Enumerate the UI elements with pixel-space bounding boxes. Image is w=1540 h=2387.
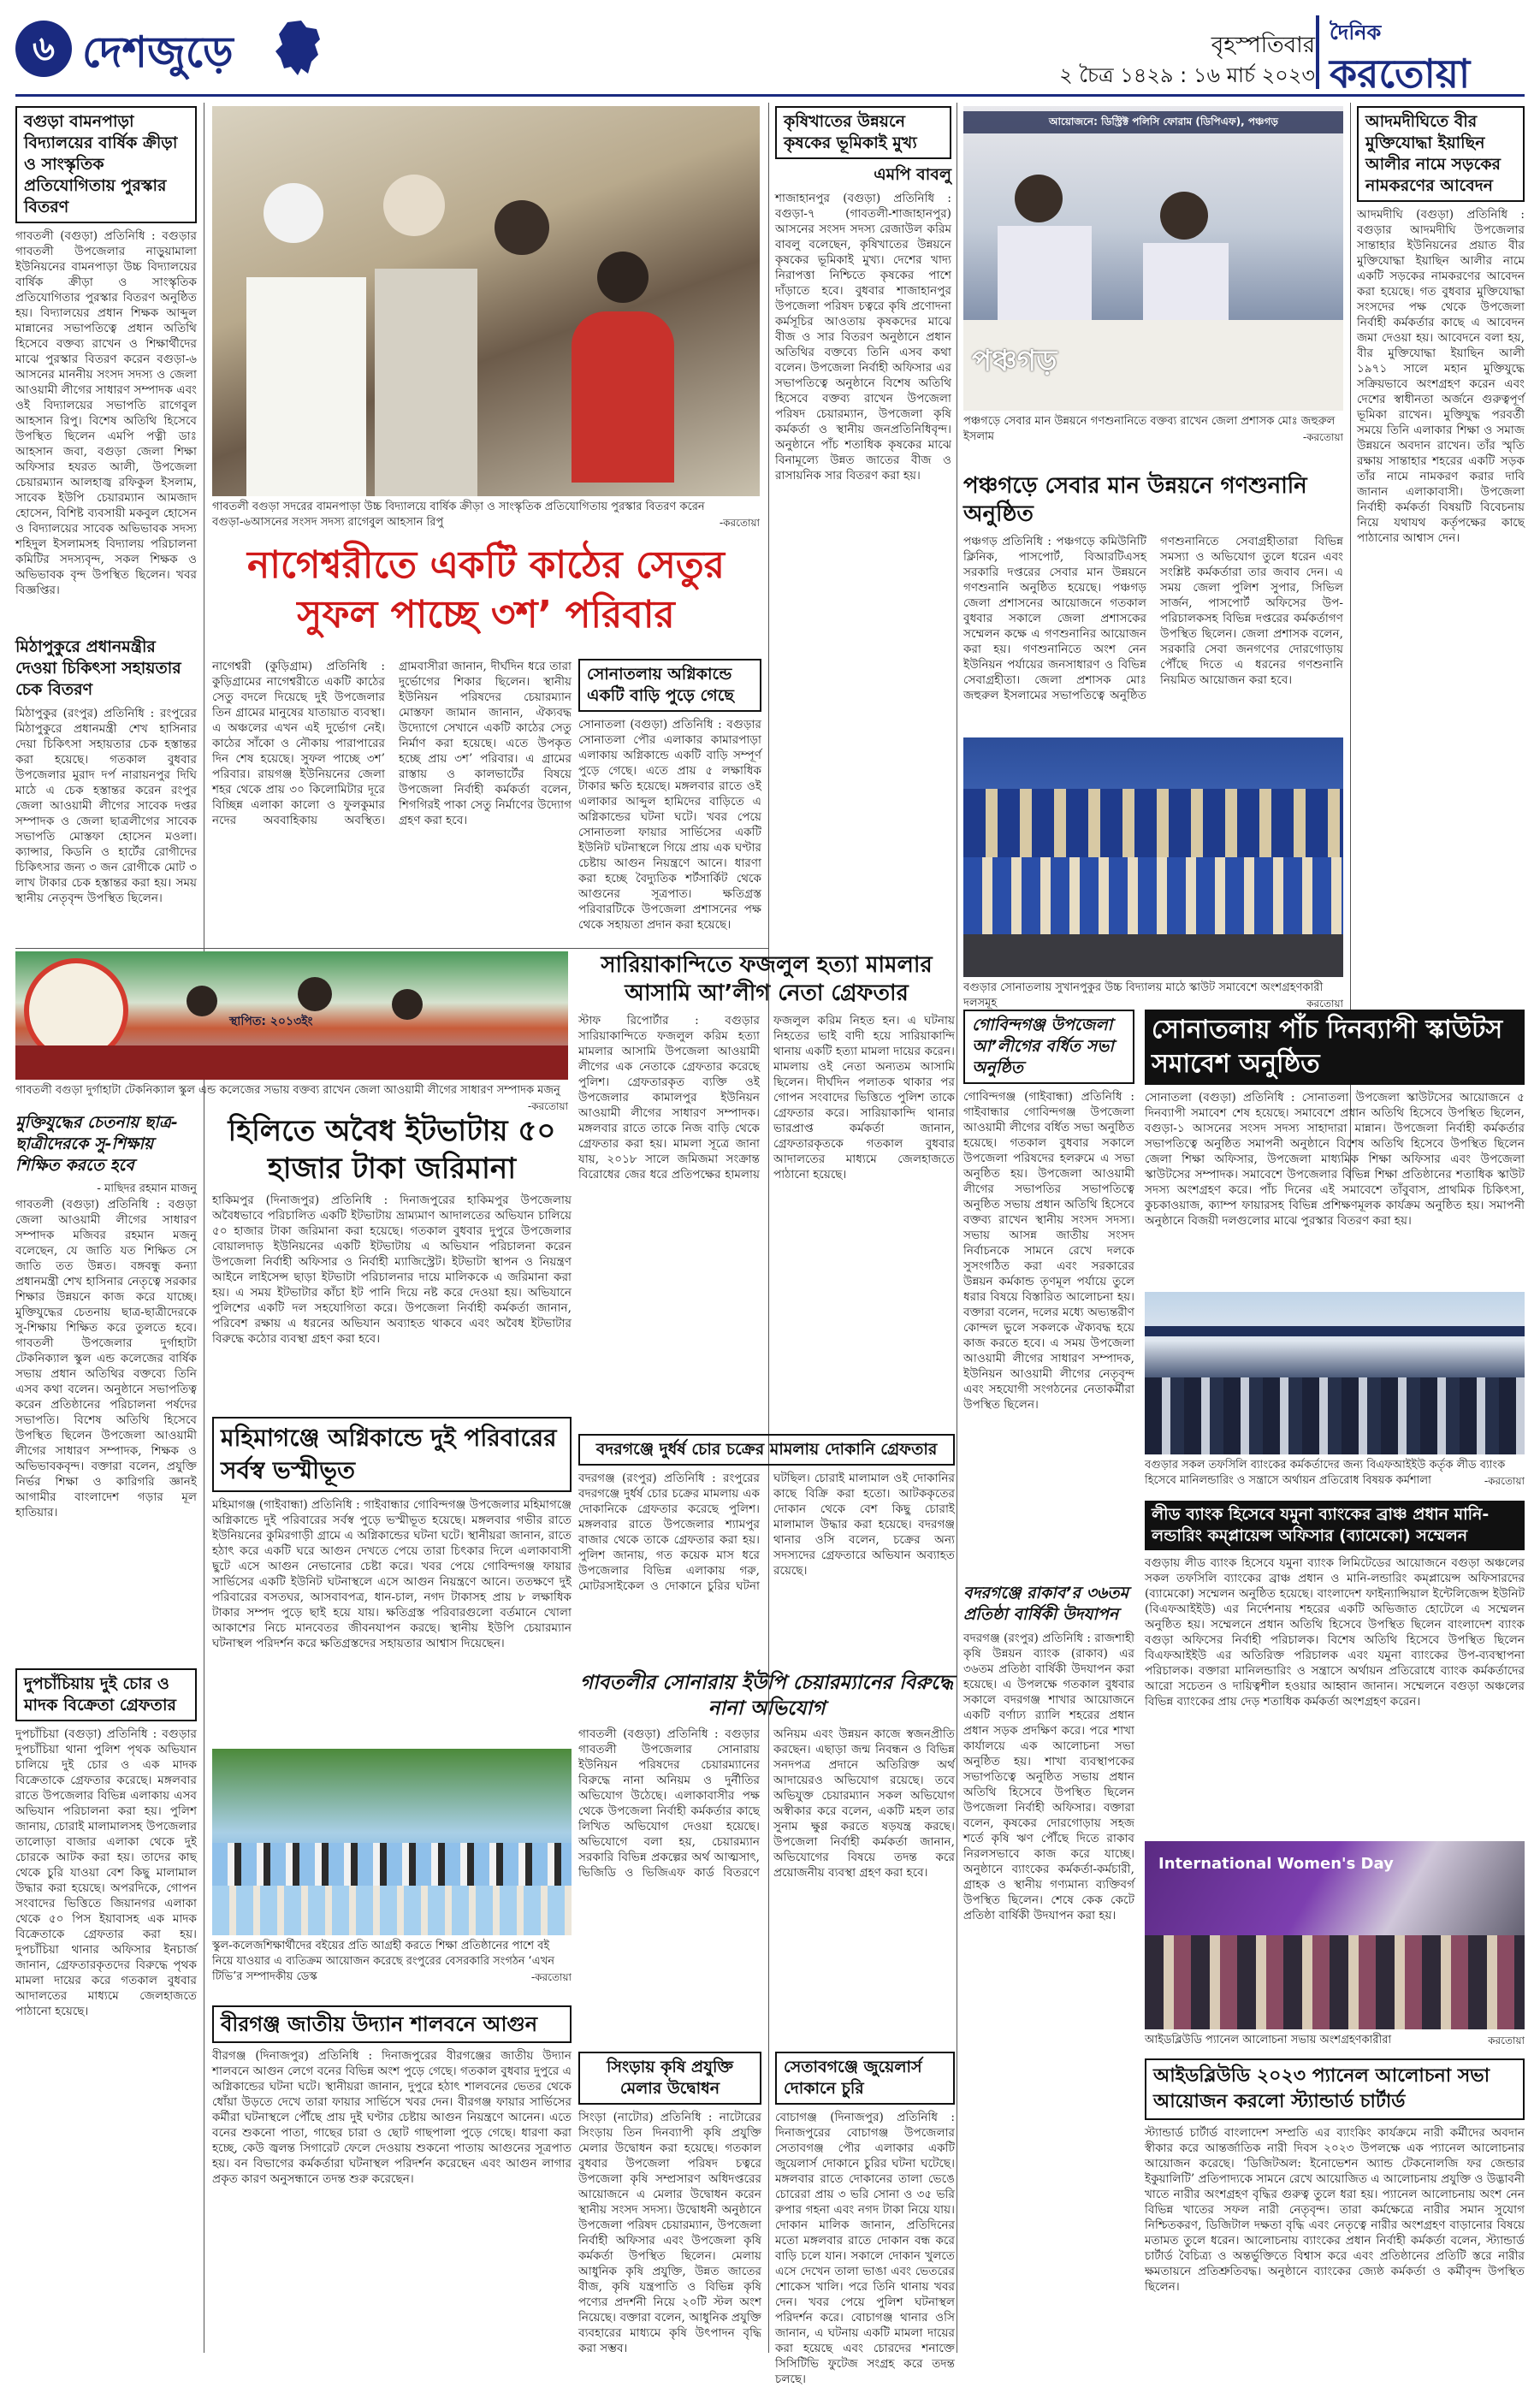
- article-body: দুপচাঁচিয়া (বগুড়া) প্রতিনিধি : বগুড়ার দুপচাঁচিয়া থানা পুলিশ পৃথক অভিযান চালিয়ে দুই চোর ও এক মাদক বিক্রেতাকে গ্রেফতার করেছে। মঙ্গলবার রাতে উপজেলার বিভিন্ন এলাকায় এসব অভিযান পরিচালনা করা হয়। পুলিশ জানায়, চোরাই মালামালসহ উপজেলার তালোড়া বাজার এলাকা থেকে দুই চোরকে আটক করা হয়। তাদের কাছ থেকে চুরি যাওয়া বেশ কিছু মালামাল উদ্ধার করা হয়েছে। অপরদিকে, গোপন সংবাদের ভিত্তিতে জিয়ানগর এলাকা থেকে ৫০ পিস ইয়াবাসহ এক মাদক বিক্রেতাকে গ্রেফতার করা হয়। দুপচাঁচিয়া থানার অফিসার ইনচার্জ জানান, গ্রেফতারকৃতদের বিরুদ্ধে পৃথক মামলা দায়ের করে গতকাল বুধবার আদালতের মাধ্যমে জেলহাজতে পাঠানো হয়েছে।: [15, 1727, 197, 2018]
- photo-college-caption-box: [15, 1080, 568, 1112]
- weekday: বৃহস্পতিবার: [1211, 33, 1315, 58]
- article-body: গোবিন্দগঞ্জ (গাইবান্ধা) প্রতিনিধি : গাইবান্ধার গোবিন্দগঞ্জ উপজেলা আওয়ামী লীগের বর্ধিত সভা অনুষ্ঠিত হয়েছে। গতকাল বুধবার সকালে উপজেলা পরিষদের হলরুমে এ সভা অনুষ্ঠিত হয়। উপজেলা আওয়ামী লীগের সভাপতির সভাপতিত্বে অনুষ্ঠিত সভায় প্রধান অতিথি হিসেবে বক্তব্য রাখেন স্থানীয় সংসদ সদস্য। সভায় আসন্ন জাতীয় সংসদ নির্বাচনকে সামনে রেখে দলকে সুসংগঠিত করা এবং সরকারের উন্নয়ন কর্মকান্ড তৃণমূল পর্যায়ে তুলে ধরার বিষয়ে বিস্তারিত আলোচনা হয়। বক্তারা বলেন, দলের মধ্যে অভ্যন্তরীণ কোন্দল ভুলে সকলকে ঐক্যবদ্ধ হয়ে কাজ করতে হবে। এ সময় উপজেলা আওয়ামী লীগের সাধারণ সম্পাদক, ইউনিয়ন আওয়ামী লীগের নেতৃবৃন্দ এবং সহযোগী সংগঠনের নেতাকর্মীরা উপস্থিত ছিলেন।: [963, 1090, 1134, 1412]
- article-sonatola-scouts: [1145, 1010, 1525, 1283]
- photo-caption: বগুড়ার সকল তফসিলি ব্যাংকের কর্মকর্তাদের জন্য বিএফআইইউ কর্তৃক লীড ব্যাংক হিসেবে মানিলন্ডারিং ও সন্ত্রাসে অর্থায়ন প্রতিরোধ বিষয়ক কর্মশালা -করতোয়া: [1145, 1459, 1525, 1487]
- photo-students-books-image: [212, 1749, 572, 1935]
- bangladesh-map-icon: [272, 19, 323, 79]
- headline: গাবতলীর সোনারায় ইউপি চেয়ারম্যানের বিরুদ্ধে নানা অভিযোগ: [579, 1672, 954, 1720]
- photo-bank-conference-image: [1145, 1292, 1525, 1454]
- photo-iwd-panel: [1145, 1841, 1525, 2055]
- photo-prize-giving: [212, 106, 760, 534]
- article-gobindaganj-meeting: [963, 1010, 1134, 1574]
- headline: সিংড়ায় কৃষি প্রযুক্তি মেলার উদ্বোধন: [578, 2052, 761, 2105]
- article-singra-fair: [578, 2052, 761, 2355]
- article-mithapukur-cheque: [15, 637, 197, 945]
- logo-big-text: করতোয়া: [1330, 50, 1471, 97]
- article-badarganj-arrest: [578, 1434, 955, 1665]
- headline: লীড ব্যাংক হিসেবে যমুনা ব্যাংকের ব্রাঞ্চ প্রধান মানি-লন্ডারিং কম্প্লায়েন্স অফিসার (ব্যামেকো) সম্মেলন: [1145, 1501, 1525, 1550]
- headline: সোনাতলায় অগ্নিকান্ডে একটি বাড়ি পুড়ে গেছে: [578, 659, 761, 712]
- headline: গোবিন্দগঞ্জ উপজেলা আ’লীগের বর্ধিত সভা অনুষ্ঠিত: [963, 1010, 1134, 1084]
- photo-caption: বগুড়ার সোনাতলায় সুখানপুকুর উচ্চ বিদ্যালয় মাঠে স্কাউট সমাবেশে অংশগ্রহণকারী দলসমূহ করতোয়া: [963, 981, 1343, 1010]
- logo-small-text: দৈনিক: [1330, 21, 1382, 44]
- photo-caption: আইডব্লিউডি প্যানেল আলোচনা সভায় অংশগ্রহণকারীরা করতোয়া: [1145, 2034, 1525, 2046]
- headline: আদমদীঘিতে বীর মুক্তিযোদ্ধা ইয়াছিন আলীর নামে সড়কের নামকরণের আবেদন: [1357, 106, 1525, 202]
- headline: সেতাবগঞ্জে জুয়েলার্স দোকানে চুরি: [775, 2052, 955, 2105]
- photo-scouts-image: [963, 737, 1343, 977]
- article-body: স্ট্যান্ডার্ড চার্টার্ড বাংলাদেশ সম্প্রতি এর ব্যাংকিং কার্যক্রমে নারী কর্মীদের অবদান স্বীকার করে আন্তর্জাতিক নারী দিবস ২০২৩ উপলক্ষে এক প্যানেল আলোচনার আয়োজন করেছে। ‘ডিজিটঅল: ইনোভেশন অ্যান্ড টেকনোলজি ফর জেন্ডার ইকুয়ালিটি’ প্রতিপাদ্যকে সামনে রেখে আয়োজিত এ আলোচনায় প্রযুক্তি ও উদ্ভাবনী খাতে নারীর অংশগ্রহণ বৃদ্ধির গুরুত্ব তুলে ধরা হয়। প্যানেল আলোচনায় অংশ নেন বিভিন্ন খাতের সফল নারী নেতৃবৃন্দ। তারা কর্মক্ষেত্রে নারীর সমান সুযোগ নিশ্চিতকরণ, ডিজিটাল দক্ষতা বৃদ্ধি এবং নেতৃত্বে নারীর অংশগ্রহণ বাড়ানোর বিষয়ে মতামত তুলে ধরেন। আলোচনায় ব্যাংকের প্রধান নির্বাহী কর্মকর্তা বলেন, স্ট্যান্ডার্ড চার্টার্ড বৈচিত্র্য ও অন্তর্ভুক্তিতে বিশ্বাস করে এবং প্রতিষ্ঠানের প্রতিটি স্তরে নারীর ক্ষমতায়নে প্রতিশ্রুতিবদ্ধ। অনুষ্ঠানে ব্যাংকের জ্যেষ্ঠ কর্মকর্তা ও কর্মীবৃন্দ উপস্থিত ছিলেন।: [1145, 2126, 1525, 2294]
- headline: বগুড়া বামনপাড়া বিদ্যালয়ের বার্ষিক ক্রীড়া ও সাংস্কৃতিক প্রতিযোগিতায় পুরস্কার বিতরণ: [15, 106, 197, 223]
- divider: [15, 948, 768, 949]
- photo-students-books: [212, 1749, 572, 1997]
- photo-scouts: [963, 737, 1343, 1010]
- photo-bank-conference: [1145, 1292, 1525, 1497]
- article-body: বদরগঞ্জ (রংপুর) প্রতিনিধি : রংপুরের বদরগঞ্জে দুর্ধর্ষ চোর চক্রের মামলায় এক দোকানিকে গ্রেফতার করেছে পুলিশ। মঙ্গলবার রাতে উপজেলার শ্যামপুর বাজার থেকে তাকে গ্রেফতার করা হয়। পুলিশ জানায়, গত কয়েক মাস ধরে উপজেলার বিভিন্ন এলাকায় গরু, মোটরসাইকেল ও দোকানে চুরির ঘটনা ঘটছিল। চোরাই মালামাল ওই দোকানির কাছে বিক্রি করা হতো। আটককৃতের দোকান থেকে বেশ কিছু চোরাই মালামাল উদ্ধার করা হয়েছে। বদরগঞ্জ থানার ওসি বলেন, চক্রের অন্য সদস্যদের গ্রেফতারে অভিযান অব্যাহত রয়েছে।: [578, 1472, 955, 1593]
- article-sariakandi-arrest: [578, 951, 955, 1430]
- article-body: আদমদীঘি (বগুড়া) প্রতিনিধি : বগুড়ার আদমদীঘি উপজেলার সান্তাহার ইউনিয়নের প্রয়াত বীর মুক্তিযোদ্ধা ইয়াছিন আলীর নামে একটি সড়কের নামকরণের আবেদন করা হয়েছে। গত বুধবার মুক্তিযোদ্ধা সংসদের পক্ষ থেকে উপজেলা নির্বাহী কর্মকর্তার কাছে এ আবেদন জমা দেওয়া হয়। আবেদনে বলা হয়, বীর মুক্তিযোদ্ধা ইয়াছিন আলী ১৯৭১ সালে মহান মুক্তিযুদ্ধে সক্রিয়ভাবে অংশগ্রহণ করেন এবং দেশের স্বাধীনতা অর্জনে গুরুত্বপূর্ণ ভূমিকা রাখেন। মুক্তিযুদ্ধ পরবর্তী সময়ে তিনি এলাকার শিক্ষা ও সমাজ উন্নয়নে অবদান রাখেন। তাঁর স্মৃতি রক্ষায় সান্তাহার শহরের একটি সড়ক তাঁর নামে নামকরণ করার দাবি জানান এলাকাবাসী। উপজেলা নির্বাহী কর্মকর্তা বিষয়টি বিবেচনায় নিয়ে যথাযথ কর্তৃপক্ষের কাছে পাঠানোর আশ্বাস দেন।: [1357, 208, 1525, 545]
- article-mohimaganj-fire: [212, 1417, 572, 1742]
- article-body: গাবতলী (বগুড়া) প্রতিনিধি : বগুড়ার গাবতলী উপজেলার সোনারায় ইউনিয়ন পরিষদের চেয়ারম্যানের বিরুদ্ধে নানা অনিয়ম ও দুর্নীতির অভিযোগ উঠেছে। এলাকাবাসীর পক্ষ থেকে উপজেলা নির্বাহী কর্মকর্তার কাছে লিখিত অভিযোগ দেওয়া হয়েছে। অভিযোগে বলা হয়, চেয়ারম্যান সরকারি বিভিন্ন প্রকল্পের অর্থ আত্মসাৎ, ভিজিডি ও ভিজিএফ কার্ড বিতরণে অনিয়ম এবং উন্নয়ন কাজে স্বজনপ্রীতি করছেন। এছাড়া জন্ম নিবন্ধন ও বিভিন্ন সনদপত্র প্রদানে অতিরিক্ত অর্থ আদায়েরও অভিযোগ রয়েছে। তবে অভিযুক্ত চেয়ারম্যান সকল অভিযোগ অস্বীকার করে বলেন, একটি মহল তার সুনাম ক্ষুণ্ণ করতে ষড়যন্ত্র করছে। উপজেলা নির্বাহী কর্মকর্তা জানান, অভিযোগের বিষয়ে তদন্ত করে প্রয়োজনীয় ব্যবস্থা গ্রহণ করা হবে।: [578, 1727, 955, 1880]
- headline: কৃষিখাতের উন্নয়নে কৃষকের ভূমিকাই মুখ্য: [775, 106, 951, 159]
- masthead: [15, 15, 1525, 97]
- section-name: দেশজুড়ে: [82, 27, 234, 77]
- article-setabganj-theft: [775, 2052, 955, 2386]
- article-body: স্টাফ রিপোর্টার : বগুড়ার সারিয়াকান্দিতে ফজলুল করিম হত্যা মামলার আসামি উপজেলা আওয়ামী লীগের এক নেতাকে গ্রেফতার করেছে পুলিশ। গ্রেফতারকৃত ব্যক্তি ওই উপজেলার কামালপুর ইউনিয়ন আওয়ামী লীগের সাধারণ সম্পাদক। মঙ্গলবার রাতে তাকে নিজ বাড়ি থেকে গ্রেফতার করা হয়। মামলা সূত্রে জানা যায়, ২০১৮ সালে জমিজমা সংক্রান্ত বিরোধের জের ধরে প্রতিপক্ষের হামলায় ফজলুল করিম নিহত হন। এ ঘটনায় নিহতের ভাই বাদী হয়ে সারিয়াকান্দি থানায় একটি হত্যা মামলা দায়ের করেন। মামলায় ওই নেতা অন্যতম আসামি ছিলেন। দীর্ঘদিন পলাতক থাকার পর গোপন সংবাদের ভিত্তিতে পুলিশ তাকে গ্রেফতার করে। সারিয়াকান্দি থানার ভারপ্রাপ্ত কর্মকর্তা জানান, গ্রেফতারকৃতকে গতকাল বুধবার আদালতের মাধ্যমে জেলহাজতে পাঠানো হয়েছে।: [578, 1014, 955, 1182]
- article-body: গাবতলী (বগুড়া) প্রতিনিধি : বগুড়ার গাবতলী উপজেলার নাড়ুয়ামালা ইউনিয়নের বামনপাড়া উচ্চ বিদ্যালয়ের বার্ষিক ক্রীড়া ও সাংস্কৃতিক প্রতিযোগিতার পুরস্কার বিতরণ অনুষ্ঠিত হয়। বিদ্যালয়ের প্রধান শিক্ষক আব্দুল মান্নানের সভাপতিত্বে প্রধান অতিথি হিসেবে বক্তব্য রাখেন ও শিক্ষার্থীদের মাঝে পুরস্কার বিতরণ করেন বগুড়া-৬ আসনের মাননীয় সংসদ সদস্য ও জেলা আওয়ামী লীগের সাধারণ সম্পাদক এবং ওই বিদ্যালয়ের সভাপতি রাগেবুল আহসান রিপু। বিশেষ অতিথি হিসেবে উপস্থিত ছিলেন এমপি পত্নী ডাঃ আহসান জবা, বগুড়া জেলা শিক্ষা অফিসার হযরত আলী, উপজেলা চেয়ারম্যান আলহাজ্ব রফিকুল ইসলাম, সাবেক ইউপি চেয়ারম্যান আমজাদ হোসেন, বিশিষ্ট ব্যবসায়ী মকবুল হোসেন ও বিদ্যালয়ের সাবেক অভিভাবক সদস্য শহিদুল ইসলামসহ বিদ্যালয় পরিচালনা কমিটির সদস্যবৃন্দ, সকল শিক্ষক ও অভিভাবক বৃন্দ উপস্থিত ছিলেন। খবর বিজ্ঞপ্তির।: [15, 229, 197, 597]
- subhead: এমপি বাবলু: [874, 165, 951, 184]
- headline: মহিমাগঞ্জে অগ্নিকান্ডে দুই পরিবারের সর্বস্ব ভস্মীভূত: [212, 1417, 572, 1492]
- article-rakub-anniversary: [963, 1583, 1134, 2011]
- photo-college-meeting-image: [15, 951, 568, 1080]
- article-sonatola-fire: [578, 659, 761, 950]
- article-panchagarh-hearing: [963, 472, 1343, 729]
- headline: নাগেশ্বরীতে একটি কাঠের সেতুর সুফল পাচ্ছে ৩শ’ পরিবার: [247, 543, 725, 637]
- article-body: মিঠাপুকুর (রংপুর) প্রতিনিধি : রংপুরের মিঠাপুকুরে প্রধানমন্ত্রী শেখ হাসিনার দেয়া চিকিৎসা সহায়তার চেক হস্তান্তর করা হয়েছে। গতকাল বুধবার উপজেলার মুরাদ দর্প নারায়নপুর দিঘি মাঠে এ চেক হস্তান্তর করেন রংপুর জেলা আওয়ামী লীগের সাবেক দপ্তর সম্পাদক ও জেলা ছাত্রলীগের সাবেক সভাপতি মোস্তফা হোসেন মওলা। ক্যান্সার, কিডনি ও হার্টের রোগীদের চিকিৎসার জন্য ৩ জন রোগীকে মোট ৩ লাখ টাকার চেক হস্তান্তর করা হয়। সময় স্থানীয় নেতৃবৃন্দ উপস্থিত ছিলেন।: [15, 707, 197, 905]
- byline: - মাছিদর রহমান মাজনু: [97, 1182, 197, 1195]
- date: ২ চৈত্র ১৪২৯ : ১৬ মার্চ ২০২৩: [1059, 63, 1315, 87]
- photo-caption: স্কুল-কলেজশিক্ষার্থীদের বইয়ের প্রতি আগ্রহী করতে শিক্ষা প্রতিষ্ঠানের পাশে বই নিয়ে যাওয়ার এ ব্যতিক্রম আয়োজন করেছে রংপুরের বেসরকারি সংগঠন ‘এখন টিভি’র সম্পাদকীয় ডেস্ক -করতোয়া: [212, 1940, 572, 1983]
- article-body: মহিমাগঞ্জ (গাইবান্ধা) প্রতিনিধি : গাইবান্ধার গোবিন্দগঞ্জ উপজেলার মহিমাগঞ্জে অগ্নিকান্ডে দুই পরিবারের সর্বস্ব পুড়ে ভস্মীভূত হয়েছে। মঙ্গলবার গভীর রাতে ইউনিয়নের কুমিরগাড়ী গ্রামে এ অগ্নিকান্ডের ঘটনা ঘটে। স্থানীয়রা জানান, রাতে হঠাৎ করে একটি ঘরে আগুন দেখতে পেয়ে তারা চিৎকার দিলে এলাকাবাসী ছুটে এসে আগুন নেভানোর চেষ্টা করে। খবর পেয়ে গোবিন্দগঞ্জ ফায়ার সার্ভিসের একটি ইউনিট ঘটনাস্থলে এসে আগুন নিয়ন্ত্রণে আনে। ততক্ষণে দুই পরিবারের বসতঘর, আসবাবপত্র, ধান-চাল, নগদ টাকাসহ প্রায় ৮ লক্ষাধিক টাকার সম্পদ পুড়ে ছাই হয়ে যায়। ক্ষতিগ্রস্ত পরিবারগুলো বর্তমানে খোলা আকাশের নিচে মানবেতর জীবনযাপন করছে। স্থানীয় ইউপি চেয়ারম্যান ঘটনাস্থল পরিদর্শন করে ক্ষতিগ্রস্তদের সহায়তার আশ্বাস দিয়েছেন।: [212, 1498, 572, 1650]
- headline: সারিয়াকান্দিতে ফজলুল হত্যা মামলার আসামি আ’লীগ নেতা গ্রেফতার: [601, 952, 933, 1006]
- photo-caption: গাবতলী বগুড়া দুর্গাহাটা টেকনিক্যাল স্কুল এন্ড কলেজের সভায় বক্তব্য রাখেন জেলা আওয়ামী লীগের সাধারণ সম্পাদক মজনু -করতোয়া: [15, 1084, 568, 1112]
- article-adamdighi: [1357, 106, 1525, 1004]
- article-body: পঞ্চগড় প্রতিনিধি : পঞ্চগড়ে কমিউনিটি ক্লিনিক, পাসপোর্ট, বিআরটিএসহ সরকারি দপ্তরের সেবার মান উন্নয়নে গণশুনানি অনুষ্ঠিত হয়েছে। পঞ্চগড় জেলা প্রশাসনের আয়োজনে গতকাল বুধবার সকালে জেলা প্রশাসকের সম্মেলন কক্ষে এ গণশুনানির আয়োজন করা হয়। গণশুনানিতে অংশ নেন ইউনিয়ন পর্যায়ের জনসাধারণ ও বিভিন্ন সেবাগ্রহীতা। জেলা প্রশাসক মোঃ জহুরুল ইসলামের সভাপতিত্বে অনুষ্ঠিত গণশুনানিতে সেবাগ্রহীতারা বিভিন্ন সমস্যা ও অভিযোগ তুলে ধরেন এবং সংশ্লিষ্ট কর্মকর্তারা তার জবাব দেন। এ সময় জেলা পুলিশ সুপার, সিভিল সার্জন, পাসপোর্ট অফিসের উপ-পরিচালকসহ বিভিন্ন দপ্তরের কর্মকর্তাগণ উপস্থিত ছিলেন। জেলা প্রশাসক বলেন, সরকারি সেবা জনগণের দোরগোড়ায় পৌঁছে দিতে এ ধরনের গণশুনানি নিয়মিত আয়োজন করা হবে।: [963, 535, 1343, 702]
- photo-banner-text: স্থাপিত: ২০১৩ইং: [229, 1015, 313, 1028]
- article-iwd-standard-chartered: [1145, 2058, 1525, 2344]
- headline: হিলিতে অবৈধ ইটভাটায় ৫০ হাজার টাকা জরিমানা: [228, 1114, 556, 1186]
- article-body: সোনাতলা (বগুড়া) প্রতিনিধি : সোনাতলা উপজেলা স্কাউটসের আয়োজনে ৫ দিনব্যাপী সমাবেশ শেষ হয়েছে। সমাবেশে প্রধান অতিথি হিসেবে উপস্থিত ছিলেন, বগুড়া-১ আসনের সংসদ সদস্য সাহাদারা মান্নান। উপজেলা নির্বাহী কর্মকর্তার সভাপতিত্বে অনুষ্ঠিত সমাপনী অনুষ্ঠানে বিশেষ অতিথি হিসেবে উপস্থিত ছিলেন জেলা শিক্ষা অফিসার, উপজেলা মাধ্যমিক শিক্ষা অফিসার এবং উপজেলা স্কাউটসের সম্পাদক। সমাবেশে উপজেলার বিভিন্ন শিক্ষা প্রতিষ্ঠানের শতাধিক স্কাউট সদস্য অংশগ্রহণ করে। পাঁচ দিনের এই সমাবেশে তাঁবুবাস, প্রাথমিক চিকিৎসা, কুচকাওয়াজ, ক্যাম্প ফায়ারসহ বিভিন্ন প্রশিক্ষণমূলক কার্যক্রম অনুষ্ঠিত হয়। সমাপনী অনুষ্ঠানে বিজয়ী দলগুলোর মাঝে পুরস্কার বিতরণ করা হয়।: [1145, 1091, 1525, 1228]
- photo-caption: পঞ্চগড়ে সেবার মান উন্নয়নে গণশুনানিতে বক্তব্য রাখেন জেলা প্রশাসক মোঃ জহুরুল ইসলাম -করতোয়া: [963, 415, 1343, 443]
- article-dupchanchia-arrest: [15, 1668, 197, 2344]
- article-body: নাগেশ্বরী (কুড়িগ্রাম) প্রতিনিধি : কুড়িগ্রামের নাগেশ্বরীতে একটি কাঠের সেতু বদলে দিয়েছে দুই উপজেলার তিন গ্রামের মানুষের যাতায়াত ব্যবস্থা। এ অঞ্চলের এখন এই দুর্ভোগ নেই। কাঠের সাঁকো ও নৌকায় পারাপারের দিন শেষ হয়েছে। সুফল পাচ্ছে ৩শ’ পরিবার। রায়গঞ্জ ইউনিয়নের জেলা শহর থেকে প্রায় ৩০ কিলোমিটার দূরে বিচ্ছিন্ন এলাকা কালো ও ফুলকুমার নদের অববাহিকায় অবস্থিত। গ্রামবাসীরা জানান, দীর্ঘদিন ধরে তারা দুর্ভোগের শিকার ছিলেন। স্থানীয় ইউনিয়ন পরিষদের চেয়ারম্যান মোস্তফা জামান জানান, ঐক্যবদ্ধ উদ্যোগে সেখানে একটি কাঠের সেতু নির্মাণ করা হয়েছে। এতে উপকৃত হচ্ছে প্রায় ৩শ’ পরিবার। এ গ্রামের রাস্তায় ও কালভার্টের বিষয়ে উপজেলা নির্বাহী কর্মকর্তা বলেন, শিগগিরই পাকা সেতু নির্মাণের উদ্যোগ গ্রহণ করা হবে।: [212, 660, 572, 827]
- page-number: ৬: [15, 21, 72, 77]
- article-body: গাবতলী (বগুড়া) প্রতিনিধি : বগুড়া জেলা আওয়ামী লীগের সাধারণ সম্পাদক মজিবর রহমান মজনু বলেছেন, যে জাতি যত শিক্ষিত সে জাতি তত উন্নত। বঙ্গবন্ধু কন্যা প্রধানমন্ত্রী শেখ হাসিনার নেতৃত্বে সরকার শিক্ষার উন্নয়নে কাজ করে যাচ্ছে। মুক্তিযুদ্ধের চেতনায় ছাত্র-ছাত্রীদেরকে সু-শিক্ষায় শিক্ষিত করে তুলতে হবে। গাবতলী উপজেলার দুর্গাহাটা টেকনিক্যাল স্কুল এন্ড কলেজের বার্ষিক সভায় প্রধান অতিথির বক্তব্যে তিনি এসব কথা বলেন। অনুষ্ঠানে সভাপতিত্ব করেন প্রতিষ্ঠানের পরিচালনা পর্ষদের সভাপতি। বিশেষ অতিথি হিসেবে উপস্থিত ছিলেন উপজেলা আওয়ামী লীগের সাধারণ সম্পাদক, শিক্ষক ও অভিভাবকবৃন্দ। বক্তারা বলেন, প্রযুক্তি নির্ভর শিক্ষা ও কারিগরি জ্ঞানই আগামীর বাংলাদেশ গড়ার মূল হাতিয়ার।: [15, 1198, 197, 1519]
- headline: মিঠাপুকুরে প্রধানমন্ত্রীর দেওয়া চিকিৎসা সহায়তার চেক বিতরণ: [15, 637, 181, 699]
- newspaper-logo: [1316, 15, 1525, 97]
- article-body: বোচাগঞ্জ (দিনাজপুর) প্রতিনিধি : দিনাজপুরের বোচাগঞ্জ উপজেলার সেতাবগঞ্জ পৌর এলাকার একটি জুয়েলার্স দোকানে চুরির ঘটনা ঘটেছে। মঙ্গলবার রাতে দোকানের তালা ভেঙে চোরেরা প্রায় ৩ ভরি সোনা ও ৩৫ ভরি রুপার গহনা এবং নগদ টাকা নিয়ে যায়। দোকান মালিক জানান, প্রতিদিনের মতো মঙ্গলবার রাতে দোকান বন্ধ করে বাড়ি চলে যান। সকালে দোকান খুলতে এসে দেখেন তালা ভাঙা এবং ভেতরের শোকেস খালি। পরে তিনি থানায় খবর দেন। খবর পেয়ে পুলিশ ঘটনাস্থল পরিদর্শন করে। বোচাগঞ্জ থানার ওসি জানান, এ ঘটনায় একটি মামলা দায়ের করা হয়েছে এবং চোরদের শনাক্তে সিসিটিভি ফুটেজ সংগ্রহ করে তদন্ত চলছে।: [775, 2111, 955, 2386]
- photo-panchagarh-image: [963, 106, 1343, 411]
- article-body: হাকিমপুর (দিনাজপুর) প্রতিনিধি : দিনাজপুরের হাকিমপুর উপজেলায় অবৈধভাবে পরিচালিত একটি ইটভাটায় ভ্রাম্যমাণ আদালতের অভিযান চালিয়ে ৫০ হাজার টাকা জরিমানা করা হয়েছে। গতকাল বুধবার দুপুরে উপজেলার বোয়ালদাড় ইউনিয়নের একটি ইটভাটায় এ অভিযান পরিচালনা করেন উপজেলা নির্বাহী অফিসার ও নির্বাহী ম্যাজিস্ট্রেট। ইটভাটা স্থাপন ও নিয়ন্ত্রণ আইনে লাইসেন্স ছাড়া ইটভাটা পরিচালনার দায়ে মালিককে এ জরিমানা করা হয়। এ সময় ইটভাটার কাঁচা ইট পানি দিয়ে নষ্ট করে দেওয়া হয়। অভিযানে পুলিশের একটি দল সহযোগিতা করে। উপজেলা নির্বাহী কর্মকর্তা জানান, পরিবেশ রক্ষায় এ ধরনের অভিযান অব্যাহত থাকবে এবং অবৈধ ইটভাটার বিরুদ্ধে কঠোর ব্যবস্থা গ্রহণ করা হবে।: [212, 1194, 572, 1346]
- article-sonaray-chairman: [578, 1670, 955, 2046]
- photo-prize-giving-image: [212, 106, 760, 496]
- photo-place-text: পঞ্চগড়: [972, 344, 1057, 378]
- article-jamuna-bank: [1145, 1501, 1525, 1834]
- article-hili-fine: [212, 1112, 572, 1412]
- headline: সোনাতলায় পাঁচ দিনব্যাপী স্কাউটস সমাবেশ অনুষ্ঠিত: [1145, 1010, 1525, 1085]
- subhead: মুক্তিযুদ্ধের চেতনায় ছাত্র-ছাত্রীদেরকে সু-শিক্ষায় শিক্ষিত করতে হবে: [15, 1113, 178, 1175]
- article-nageshwari-bridge: [212, 659, 572, 950]
- photo-banner-text: International Women's Day: [1158, 1855, 1394, 1873]
- article-body: সোনাতলা (বগুড়া) প্রতিনিধি : বগুড়ার সোনাতলা পৌর এলাকার কামারপাড়া এলাকায় অগ্নিকান্ডে একটি বাড়ি সম্পূর্ণ পুড়ে গেছে। এতে প্রায় ৫ লক্ষাধিক টাকার ক্ষতি হয়েছে। মঙ্গলবার রাতে ওই এলাকার আব্দুল হামিদের বাড়িতে এ অগ্নিকান্ডের ঘটনা ঘটে। খবর পেয়ে সোনাতলা ফায়ার সার্ভিসের একটি ইউনিট ঘটনাস্থলে গিয়ে প্রায় এক ঘণ্টার চেষ্টায় আগুন নিয়ন্ত্রণে আনে। ধারণা করা হচ্ছে বৈদ্যুতিক শর্টসার্কিট থেকে আগুনের সূত্রপাত। ক্ষতিগ্রস্ত পরিবারটিকে উপজেলা প্রশাসনের পক্ষ থেকে সহায়তা প্রদান করা হয়েছে।: [578, 718, 761, 932]
- headline: বীরগঞ্জ জাতীয় উদ্যান শালবনে আগুন: [212, 2005, 572, 2043]
- photo-caption: গাবতলী বগুড়া সদরের বামনপাড়া উচ্চ বিদ্যালয়ে বার্ষিক ক্রীড়া ও সাংস্কৃতিক প্রতিযোগিতায় পুরস্কার বিতরণ করেন বগুড়া-৬আসনের সংসদ সদস্য রাগেবুল আহসান রিপু -করতোয়া: [212, 500, 760, 529]
- article-krishi: [775, 106, 951, 1004]
- headline: বদরগঞ্জে রাকাব’র ৩৬তম প্রতিষ্ঠা বার্ষিকী উদযাপন: [963, 1584, 1129, 1624]
- article-body: বদরগঞ্জ (রংপুর) প্রতিনিধি : রাজশাহী কৃষি উন্নয়ন ব্যাংক (রাকাব) এর ৩৬তম প্রতিষ্ঠা বার্ষিকী উদযাপন করা হয়েছে। এ উপলক্ষে গতকাল বুধবার সকালে বদরগঞ্জ শাখার আয়োজনে একটি বর্ণাঢ্য র‌্যালি শহরের প্রধান প্রধান সড়ক প্রদক্ষিণ করে। পরে শাখা কার্যালয়ে এক আলোচনা সভা অনুষ্ঠিত হয়। শাখা ব্যবস্থাপকের সভাপতিত্বে অনুষ্ঠিত সভায় প্রধান অতিথি হিসেবে উপস্থিত ছিলেন উপজেলা নির্বাহী অফিসার। বক্তারা বলেন, কৃষকের দোরগোড়ায় সহজ শর্তে কৃষি ঋণ পৌঁছে দিতে রাকাব নিরলসভাবে কাজ করে যাচ্ছে। অনুষ্ঠানে ব্যাংকের কর্মকর্তা-কর্মচারী, গ্রাহক ও স্থানীয় গণ্যমান্য ব্যক্তিবর্গ উপস্থিত ছিলেন। শেষে কেক কেটে প্রতিষ্ঠা বার্ষিকী উদযাপন করা হয়।: [963, 1632, 1134, 1922]
- article-body: বগুড়ায় লীড ব্যাংক হিসেবে যমুনা ব্যাংক লিমিটেডের আয়োজনে বগুড়া অঞ্চলের সকল তফসিলি ব্যাংকের ব্রাঞ্চ প্রধান ও মানি-লন্ডারিং কম্প্লায়েন্স অফিসারদের (ব্যামেকো) সম্মেলন অনুষ্ঠিত হয়েছে। বাংলাদেশ ফাইন্যান্সিয়াল ইন্টেলিজেন্স ইউনিট (বিএফআইইউ) এর নির্দেশনায় শহরের একটি অভিজাত হোটেলে এ সম্মেলন অনুষ্ঠিত হয়। সম্মেলনে প্রধান অতিথি হিসেবে উপস্থিত ছিলেন বাংলাদেশ ব্যাংক বগুড়া অফিসের নির্বাহী পরিচালক। বিশেষ অতিথি হিসেবে উপস্থিত ছিলেন বিএফআইইউ এর অতিরিক্ত পরিচালক এবং যমুনা ব্যাংকের উপ-ব্যবস্থাপনা পরিচালক। বক্তারা মানিলন্ডারিং ও সন্ত্রাসে অর্থায়ন প্রতিরোধে ব্যাংক কর্মকর্তাদের আরো সচেতন ও দায়িত্বশীল হওয়ার আহ্বান জানান। সম্মেলনে বগুড়া অঞ্চলের বিভিন্ন ব্যাংকের প্রায় দেড় শতাধিক কর্মকর্তা অংশগ্রহণ করেন।: [1145, 1556, 1525, 1709]
- article-birganj-fire: [212, 2005, 572, 2344]
- article-body: বীরগঞ্জ (দিনাজপুর) প্রতিনিধি : দিনাজপুরের বীরগঞ্জের জাতীয় উদ্যান শালবনে আগুন লেগে বনের বিভিন্ন অংশ পুড়ে গেছে। গতকাল বুধবার দুপুরে এ অগ্নিকান্ডের ঘটনা ঘটে। স্থানীয়রা জানান, দুপুরে হঠাৎ শালবনের ভেতর থেকে ধোঁয়া উড়তে দেখে তারা ফায়ার সার্ভিসে খবর দেন। বীরগঞ্জ ফায়ার সার্ভিসের কর্মীরা ঘটনাস্থলে পৌঁছে প্রায় দুই ঘণ্টার চেষ্টায় আগুন নিয়ন্ত্রণে আনেন। এতে বনের শুকনো পাতা, গাছের চারা ও ছোট গাছপালা পুড়ে গেছে। ধারণা করা হচ্ছে, কেউ জ্বলন্ত সিগারেট ফেলে দেওয়ায় শুকনো পাতায় আগুনের সূত্রপাত হয়। বন বিভাগের কর্মকর্তারা ঘটনাস্থল পরিদর্শন করেছেন এবং আগুন লাগার প্রকৃত কারণ অনুসন্ধানে তদন্ত শুরু করেছেন।: [212, 2049, 572, 2186]
- article-body: শাজাহানপুর (বগুড়া) প্রতিনিধি : বগুড়া-৭ (গাবতলী-শাজাহানপুর) আসনের সংসদ সদস্য রেজাউল করিম বাবলু বলেছেন, কৃষিখাতের উন্নয়নে কৃষকের ভূমিকাই মুখ্য। দেশের খাদ্য নিরাপত্তা নিশ্চিতে কৃষকের পাশে দাঁড়াতে হবে। বুধবার শাজাহানপুর উপজেলা পরিষদ চত্বরে কৃষি প্রণোদনা কর্মসূচির আওতায় কৃষকদের মাঝে বীজ ও সার বিতরণ অনুষ্ঠানে প্রধান অতিথির বক্তব্যে তিনি এসব কথা বলেন। উপজেলা নির্বাহী অফিসার এর সভাপতিত্বে অনুষ্ঠানে বিশেষ অতিথি হিসেবে বক্তব্য রাখেন উপজেলা পরিষদ চেয়ারম্যান, উপজেলা কৃষি কর্মকর্তা ও স্থানীয় জনপ্রতিনিধিবৃন্দ। অনুষ্ঠানে পাঁচ শতাধিক কৃষকের মাঝে বিনামূল্যে উন্নত জাতের বীজ ও রাসায়নিক সার বিতরণ করা হয়।: [775, 192, 951, 483]
- headline: বদরগঞ্জে দুর্ধর্ষ চোর চক্রের মামলায় দোকানি গ্রেফতার: [578, 1434, 955, 1466]
- headline: দুপচাঁচিয়ায় দুই চোর ও মাদক বিক্রেতা গ্রেফতার: [15, 1668, 197, 1721]
- photo-panchagarh: [963, 106, 1343, 465]
- headline-nageshwari-block: [212, 541, 760, 652]
- headline: আইডব্লিউডি ২০২৩ প্যানেল আলোচনা সভা আয়োজন করলো স্ট্যান্ডার্ড চার্টার্ড: [1145, 2058, 1525, 2120]
- photo-iwd-panel-image: [1145, 1841, 1525, 2029]
- headline: পঞ্চগড়ে সেবার মান উন্নয়নে গণশুনানি অনুষ্ঠিত: [963, 473, 1307, 527]
- photo-banner-text: আয়োজনে: ডিস্ট্রিক্ট পলিসি ফোরাম (ডিপিএফ), পঞ্চগড়: [1049, 116, 1278, 127]
- article-bamonpara-school: [15, 106, 197, 628]
- article-education-majnu: [15, 1112, 197, 1660]
- article-body: সিংড়া (নাটোর) প্রতিনিধি : নাটোরের সিংড়ায় তিন দিনব্যাপী কৃষি প্রযুক্তি মেলার উদ্বোধন করা হয়েছে। গতকাল বুধবার উপজেলা পরিষদ চত্বরে উপজেলা কৃষি সম্প্রসারণ অধিদপ্তরের আয়োজনে এ মেলার উদ্বোধন করেন স্থানীয় সংসদ সদস্য। উদ্বোধনী অনুষ্ঠানে উপজেলা পরিষদ চেয়ারম্যান, উপজেলা নির্বাহী অফিসার এবং উপজেলা কৃষি কর্মকর্তা উপস্থিত ছিলেন। মেলায় আধুনিক কৃষি প্রযুক্তি, উন্নত জাতের বীজ, কৃষি যন্ত্রপাতি ও বিভিন্ন কৃষি পণ্যের প্রদর্শনী নিয়ে ২০টি স্টল অংশ নিয়েছে। বক্তারা বলেন, আধুনিক প্রযুক্তি ব্যবহারের মাধ্যমে কৃষি উৎপাদন বৃদ্ধি করা সম্ভব।: [578, 2111, 761, 2355]
